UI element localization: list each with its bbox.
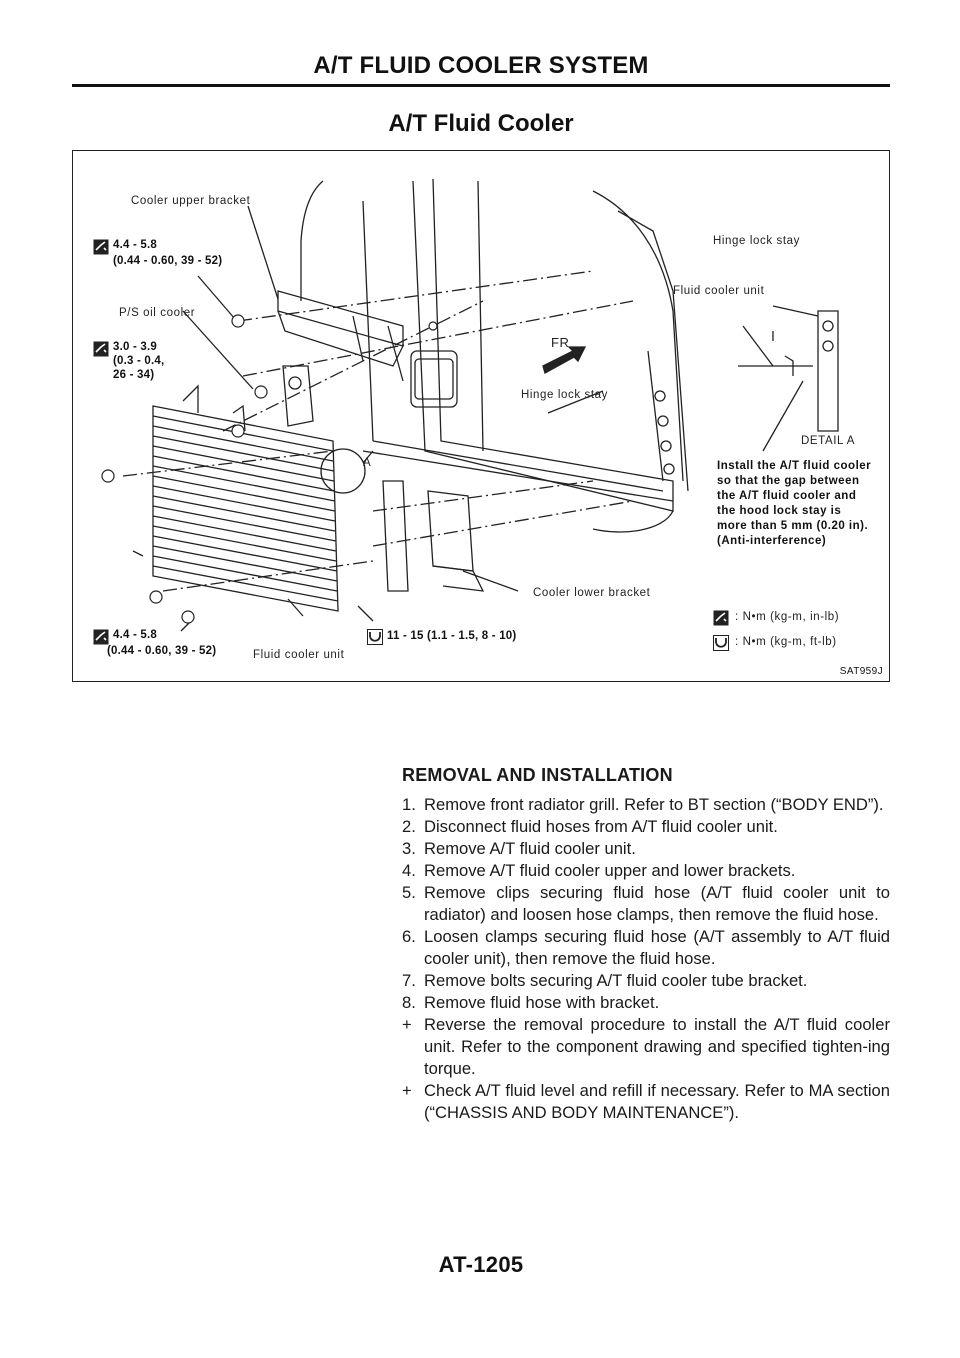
torque-wrench-ft-lb-icon xyxy=(367,629,383,645)
torque-wrench-in-lb-icon xyxy=(93,239,109,255)
step-item: 6. Loosen clamps securing fluid hose (A/T assembly to A/T fluid cooler unit), then remove the fluid hose. xyxy=(402,927,890,968)
legend-ft-lb: : N•m (kg-m, ft-lb) xyxy=(735,636,837,648)
step-item: 3. Remove A/T fluid cooler unit. xyxy=(402,839,636,858)
bullets-list xyxy=(402,1014,890,1124)
label-cooler-upper-bracket: Cooler upper bracket xyxy=(131,195,251,207)
figure-code: SAT959J xyxy=(839,666,883,677)
steps-list xyxy=(402,794,890,1014)
torque-upper-units: (0.44 - 0.60, 39 - 52) xyxy=(113,255,223,267)
torque-wrench-in-lb-icon xyxy=(93,341,109,357)
content-heading: REMOVAL AND INSTALLATION xyxy=(402,765,673,785)
label-hinge-lock-stay-top: Hinge lock stay xyxy=(713,235,800,247)
step-item: 7. Remove bolts securing A/T fluid cooler tube bracket. xyxy=(402,971,808,990)
section-title: A/T Fluid Cooler xyxy=(388,110,574,137)
bullet-item: + Check A/T fluid level and refill if necessary. Refer to MA section (“CHASSIS AND BODY MAINTENANCE”). xyxy=(402,1081,890,1122)
removal-installation-section xyxy=(402,764,890,1124)
label-detail-a: DETAIL A xyxy=(801,435,856,447)
header-rule xyxy=(72,84,890,87)
step-item: 8. Remove fluid hose with bracket. xyxy=(402,993,660,1012)
label-fluid-cooler-unit-top: Fluid cooler unit xyxy=(673,285,765,297)
legend-in-lb: : N•m (kg-m, in-lb) xyxy=(735,611,840,623)
torque-lower-units: (0.44 - 0.60, 39 - 52) xyxy=(107,645,217,657)
torque-lower-value: 4.4 - 5.8 xyxy=(113,629,157,641)
install-note: Install the A/T fluid cooler so that the gap between the A/T fluid cooler and the hood lock stay is more than 5 mm (0.20 in). (Anti-interference) xyxy=(717,460,872,547)
label-cooler-lower-bracket: Cooler lower bracket xyxy=(533,587,651,599)
step-item: 1. Remove front radiator grill. Refer to BT section (“BODY END”). xyxy=(402,795,884,814)
page-number: AT-1205 xyxy=(438,1252,524,1277)
label-hinge-lock-stay-mid: Hinge lock stay xyxy=(521,389,608,401)
torque-ps-value: 3.0 - 3.9 (0.3 - 0.4, 26 - 34) xyxy=(113,341,165,381)
label-ps-oil-cooler: P/S oil cooler xyxy=(119,307,196,319)
label-fr: FR xyxy=(551,335,570,350)
step-item: 4. Remove A/T fluid cooler upper and lower brackets. xyxy=(402,861,796,880)
step-item: 2. Disconnect fluid hoses from A/T fluid cooler unit. xyxy=(402,817,778,836)
bullet-item: + Reverse the removal procedure to install the A/T fluid cooler unit. Refer to the component drawing and specified tighten-ing torque. xyxy=(402,1015,890,1078)
torque-upper-value: 4.4 - 5.8 xyxy=(113,239,157,251)
step-item: 5. Remove clips securing fluid hose (A/T fluid cooler unit to radiator) and loosen hose clamps, then remove the fluid hose. xyxy=(402,883,890,924)
torque-lower-bolt: 11 - 15 (1.1 - 1.5, 8 - 10) xyxy=(387,630,517,642)
torque-wrench-in-lb-icon xyxy=(93,629,109,645)
torque-wrench-ft-lb-icon xyxy=(713,635,729,651)
label-callout-a: A xyxy=(363,457,372,469)
diagram-drawing xyxy=(73,151,891,683)
page-header-title: A/T FLUID COOLER SYSTEM xyxy=(313,52,649,79)
component-diagram xyxy=(72,150,890,682)
label-fluid-cooler-unit-bottom: Fluid cooler unit xyxy=(253,649,345,661)
torque-wrench-in-lb-icon xyxy=(713,610,729,626)
